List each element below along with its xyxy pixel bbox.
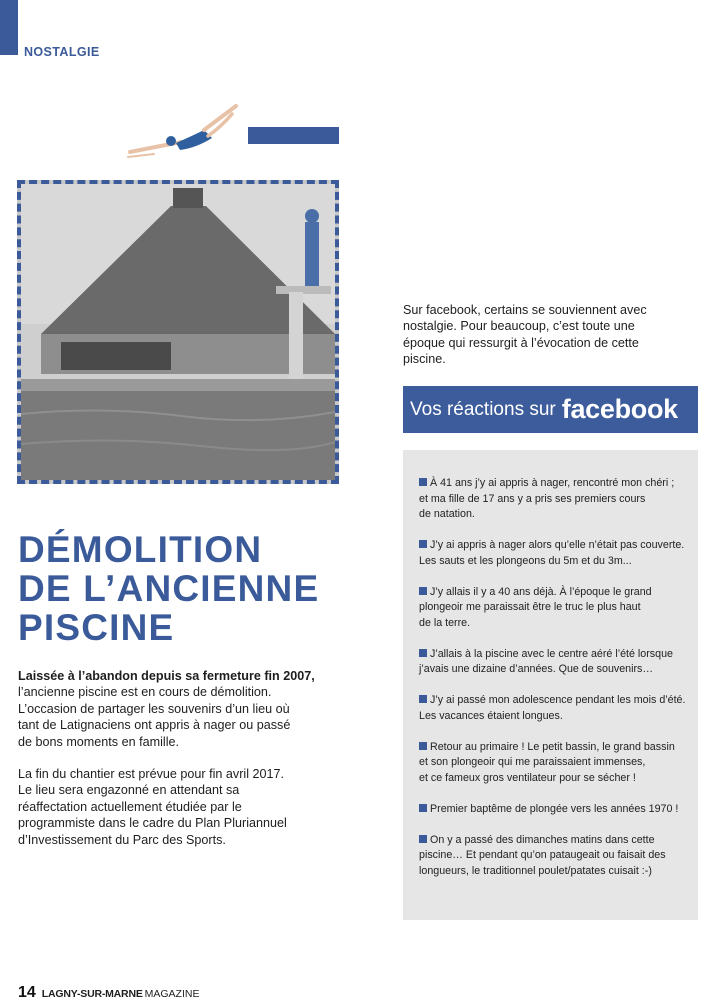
corner-accent-bar <box>0 0 18 55</box>
comment-text: Premier baptême de plongée vers les années 1970 ! <box>430 802 679 815</box>
title-line: DÉMOLITION <box>18 529 263 570</box>
text-line: tant de Latignaciens ont appris à nager ou passé <box>18 718 291 733</box>
comment-line: de natation. <box>419 508 475 520</box>
comment-item <box>419 647 688 678</box>
comment-line: longueurs, le traditionnel poulet/patates cuisait :-) <box>419 864 652 877</box>
pool-photo <box>17 180 339 484</box>
comment-line <box>419 740 688 756</box>
comment-text: J’y ai appris à nager alors qu’elle n’était pas couverte. <box>430 539 685 551</box>
comment-line <box>419 647 688 663</box>
square-bullet-icon <box>419 478 427 486</box>
text-line: piscine. <box>403 352 446 367</box>
text-line: d’Investissement du Parc des Sports. <box>18 832 226 847</box>
title-line: PISCINE <box>18 607 175 648</box>
facebook-banner <box>403 386 698 433</box>
lead-sentence: Laissée à l’abandon depuis sa fermeture fin 2007, <box>18 669 315 683</box>
square-bullet-icon <box>419 540 427 548</box>
facebook-comments <box>403 450 698 920</box>
comment-item <box>419 693 688 724</box>
comment-text: Retour au primaire ! Le petit bassin, le grand bassin <box>430 740 675 753</box>
text-line: L’occasion de partager les souvenirs d’un lieu où <box>18 701 290 716</box>
text-line: La fin du chantier est prévue pour fin avril 2017. <box>18 767 285 782</box>
comment-text: À 41 ans j’y ai appris à nager, rencontré mon chéri ; <box>430 477 675 489</box>
magazine-label: MAGAZINE <box>144 988 200 1000</box>
square-bullet-icon <box>419 695 427 703</box>
comment-line: Les sauts et les plongeons du 5m et du 3m... <box>419 554 632 567</box>
comment-line <box>419 693 688 709</box>
comment-text: J’y ai passé mon adolescence pendant les mois d’été. <box>430 694 686 706</box>
text-line: Le lieu sera engazonné en attendant sa <box>18 783 240 798</box>
title-line: DE L’ANCIENNE <box>18 568 320 609</box>
text-line: époque qui ressurgit à l’évocation de cette <box>403 335 639 350</box>
facebook-intro <box>403 302 703 368</box>
comment-line: piscine… Et pendant qu’on pataugeait ou faisait des <box>419 849 666 861</box>
square-bullet-icon <box>419 649 427 657</box>
comment-item <box>419 585 688 632</box>
comment-line <box>419 833 688 849</box>
diver-illustration <box>124 100 242 162</box>
article-body <box>18 668 348 864</box>
text-line: Sur facebook, certains se souviennent avec <box>403 303 647 317</box>
comment-line: et ce fameux gros ventilateur pour se sécher ! <box>419 771 636 784</box>
text-line: programmiste dans le cadre du Plan Pluriannuel <box>18 816 287 831</box>
page-number: 14 <box>18 984 36 1001</box>
text-line: nostalgie. Pour beaucoup, c’est toute une <box>403 319 635 334</box>
square-bullet-icon <box>419 587 427 595</box>
comment-line <box>419 538 688 554</box>
comment-item <box>419 538 688 569</box>
comment-item <box>419 802 688 818</box>
comment-text: J’y allais il y a 40 ans déjà. À l’époque le grand <box>430 585 652 598</box>
square-bullet-icon <box>419 742 427 750</box>
page-footer <box>18 984 199 1002</box>
comment-line <box>419 476 688 492</box>
paragraph-2 <box>18 766 348 848</box>
text-line: l’ancienne piscine est en cours de démolition. <box>18 685 272 700</box>
section-rubric: NOSTALGIE <box>24 45 100 59</box>
comment-text: On y a passé des dimanches matins dans cette <box>430 833 655 846</box>
comment-text: J’allais à la piscine avec le centre aéré l’été lorsque <box>430 647 673 660</box>
comment-line: et son plongeoir qui me paraissaient immenses, <box>419 756 646 768</box>
banner-prefix: Vos réactions sur <box>410 398 556 420</box>
paragraph-1 <box>18 668 348 750</box>
magazine-name: LAGNY-SUR-MARNE <box>41 988 143 1000</box>
comment-line: de la terre. <box>419 616 471 629</box>
article-title <box>18 530 358 647</box>
title-accent-bar <box>248 127 339 144</box>
square-bullet-icon <box>419 835 427 843</box>
facebook-logo: facebook <box>561 394 678 424</box>
comment-line <box>419 802 688 818</box>
comment-line <box>419 585 688 601</box>
comment-line: plongeoir me paraissait être le truc le plus haut <box>419 601 641 613</box>
comment-item <box>419 476 688 523</box>
comment-line: et ma fille de 17 ans y a pris ses premiers cours <box>419 492 646 505</box>
comment-item <box>419 833 688 880</box>
comment-line: Les vacances étaient longues. <box>419 709 563 722</box>
comment-item <box>419 740 688 787</box>
text-line: réaffectation actuellement étudiée par le <box>18 799 242 814</box>
text-line: de bons moments en famille. <box>18 734 180 749</box>
square-bullet-icon <box>419 804 427 812</box>
comment-line: j’avais une dizaine d’années. Que de souvenirs… <box>419 663 654 675</box>
